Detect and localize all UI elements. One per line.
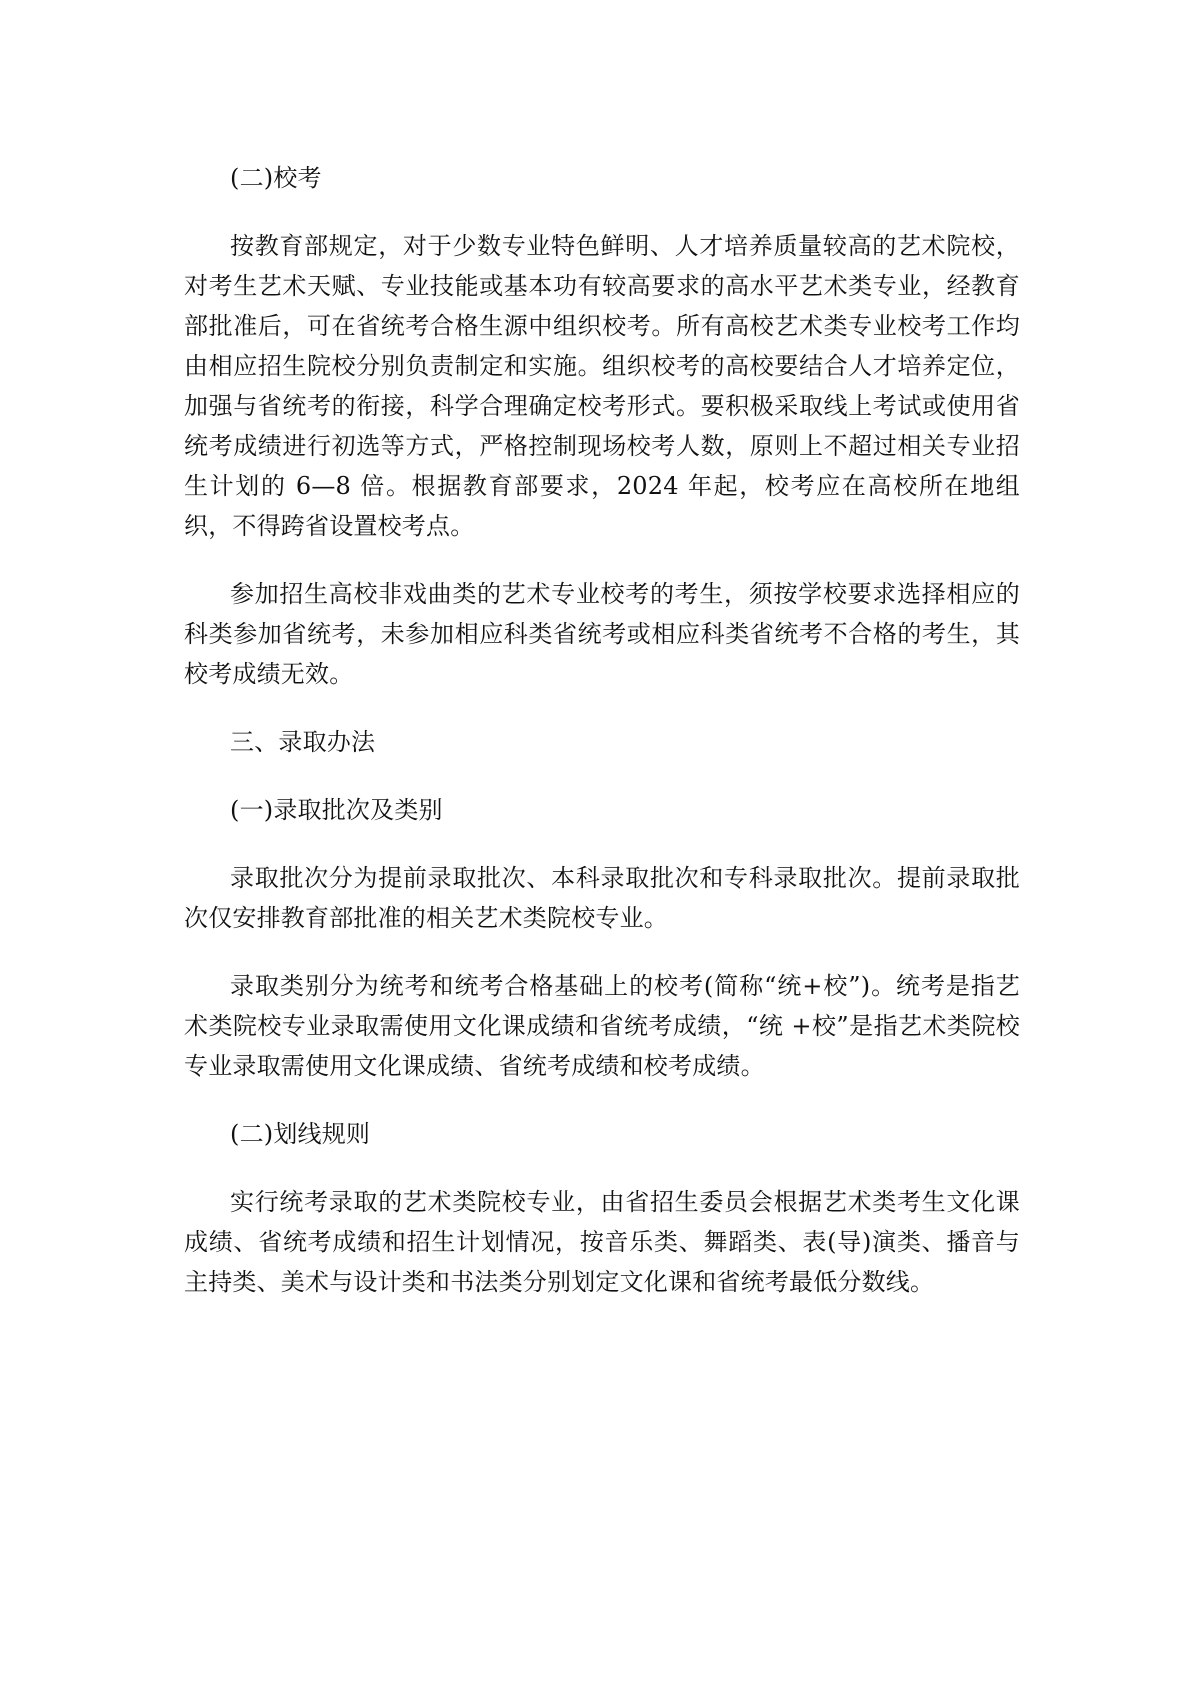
document-body xyxy=(184,158,1020,1302)
section-heading-admission-methods: 三、录取办法 xyxy=(230,728,376,756)
paragraph-school-exam-rules: 按教育部规定，对于少数专业特色鲜明、人才培养质量较高的艺术院校，对考生艺术天赋、专业技能或基本功有较高要求的高水平艺术类专业，经教育部批准后，可在省统考合格生源中组织校考。所有高校艺术类专业校考工作均由相应招生院校分别负责制定和实施。组织校考的高校要结合人才培养定位，加强与省统考的衔接，科学合理确定校考形式。要积极采取线上考试或使用省统考成绩进行初选等方式，严格控制现场校考人数，原则上不超过相关专业招生计划的 6—8 倍。根据教育部要求，2024 年起，校考应在高校所在地组织，不得跨省设置校考点。 xyxy=(184,232,1020,540)
paragraph-school-exam-validity: 参加招生高校非戏曲类的艺术专业校考的考生，须按学校要求选择相应的科类参加省统考，未参加相应科类省统考或相应科类省统考不合格的考生，其校考成绩无效。 xyxy=(184,580,1020,688)
subsection-heading-cutoff-rules: (二)划线规则 xyxy=(230,1120,371,1148)
paragraph-admission-batches: 录取批次分为提前录取批次、本科录取批次和专科录取批次。提前录取批次仅安排教育部批准的相关艺术类院校专业。 xyxy=(184,864,1020,932)
paragraph-cutoff-rules: 实行统考录取的艺术类院校专业，由省招生委员会根据艺术类考生文化课成绩、省统考成绩和招生计划情况，按音乐类、舞蹈类、表(导)演类、播音与主持类、美术与设计类和书法类分别划定文化课和省统考最低分数线。 xyxy=(184,1188,1020,1296)
subsection-heading-batches-categories: (一)录取批次及类别 xyxy=(230,796,443,824)
section-heading-school-exam: (二)校考 xyxy=(230,164,322,192)
paragraph-admission-categories: 录取类别分为统考和统考合格基础上的校考(简称“统+校”)。统考是指艺术类院校专业录取需使用文化课成绩和省统考成绩，“统 +校”是指艺术类院校专业录取需使用文化课成绩、省统考成绩和校考成绩。 xyxy=(184,972,1020,1080)
